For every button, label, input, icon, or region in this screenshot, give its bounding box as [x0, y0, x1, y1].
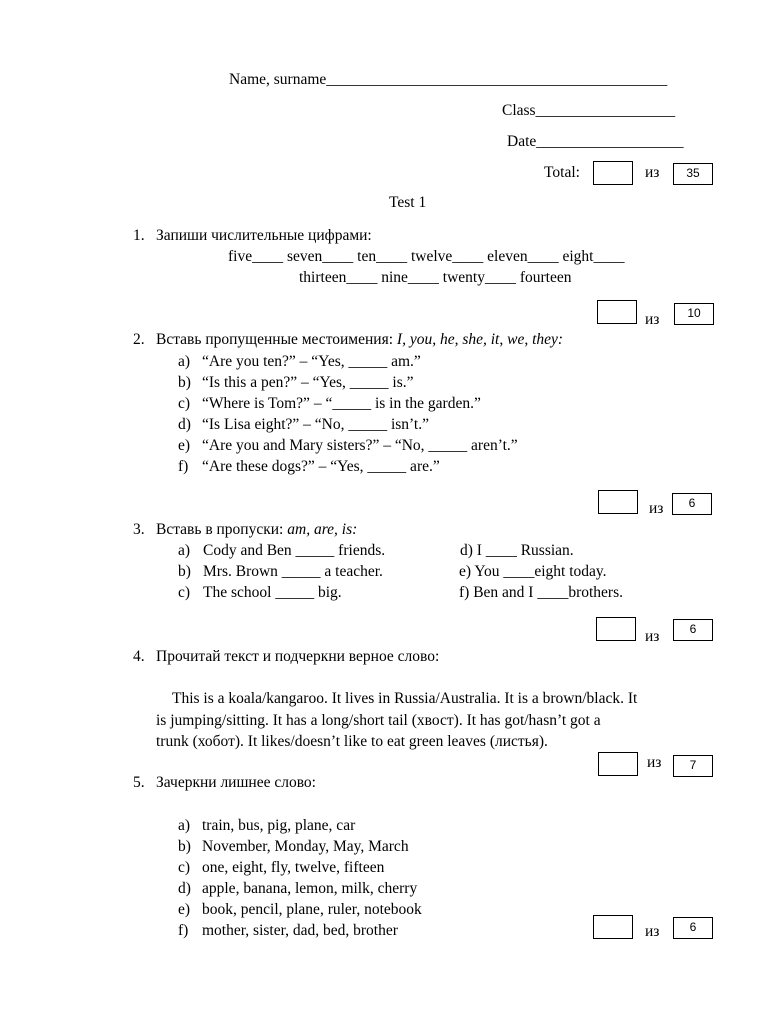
iz-label: из: [649, 500, 664, 517]
q2-item-letter: f): [178, 458, 189, 475]
q5-item-text: apple, banana, lemon, milk, cherry: [202, 880, 418, 897]
q5-item-text: train, bus, pig, plane, car: [202, 817, 356, 834]
q5-item-text: one, eight, fly, twelve, fifteen: [202, 859, 385, 876]
name-surname-line[interactable]: Name, surname____________________________________________: [229, 71, 668, 88]
q5-number: 5.: [133, 774, 145, 791]
q1-max-box: 10: [674, 303, 714, 325]
page-title: Test 1: [389, 194, 427, 211]
q5-item-letter: a): [178, 817, 191, 834]
q2-item-text: “Are these dogs?” – “Yes, _____ are.”: [202, 458, 440, 475]
q1-line-2: thirteen____ nine____ twenty____ fourteen: [299, 269, 572, 286]
iz-label: из: [647, 754, 662, 771]
iz-label: из: [645, 164, 660, 181]
q3-score-input[interactable]: [596, 617, 636, 641]
q2-item-letter: a): [178, 353, 191, 370]
q4-score-input[interactable]: [598, 752, 638, 776]
total-label: Total:: [544, 164, 580, 181]
q5-instruction: Зачеркни лишнее слово:: [156, 774, 316, 791]
q2-item-text: “Are you and Mary sisters?” – “No, _____ aren’t.”: [202, 437, 518, 454]
q3-words: am, are, is:: [287, 521, 358, 538]
q3-item-right: e) You ____eight today.: [459, 563, 607, 580]
q5-item-letter: d): [178, 880, 191, 897]
q5-item-letter: c): [178, 859, 191, 876]
q4-number: 4.: [133, 648, 145, 665]
q5-item-text: November, Monday, May, March: [202, 838, 409, 855]
q3-item-text: Cody and Ben _____ friends.: [203, 542, 386, 559]
q2-item-text: “Are you ten?” – “Yes, _____ am.”: [202, 353, 421, 370]
q3-item-letter: c): [178, 584, 191, 601]
q4-max-box: 7: [673, 755, 713, 777]
q2-pronouns: I, you, he, she, it, we, they:: [396, 331, 564, 348]
q4-text-line-2: is jumping/sitting. It has a long/short tail (хвост). It has got/hasn’t got a: [156, 712, 601, 729]
q1-instruction: Запиши числительные цифрами:: [156, 227, 372, 244]
q3-max-box: 6: [673, 619, 713, 641]
q2-item-letter: d): [178, 416, 191, 433]
q3-item-text: The school _____ big.: [203, 584, 342, 601]
q4-text-line-3: trunk (хобот). It likes/doesn’t like to eat green leaves (листья).: [156, 733, 548, 750]
q5-item-letter: e): [178, 901, 191, 918]
iz-label: из: [645, 311, 660, 328]
q5-item-text: mother, sister, dad, bed, brother: [202, 922, 398, 939]
q2-max-box: 6: [672, 493, 712, 515]
q2-instruction-row: [156, 330, 563, 349]
q2-score-input[interactable]: [598, 490, 638, 514]
iz-label: из: [645, 628, 660, 645]
q3-item-letter: a): [178, 542, 191, 559]
q3-item-letter: b): [178, 563, 191, 580]
q1-number: 1.: [133, 227, 145, 244]
q2-item-letter: c): [178, 395, 191, 412]
class-line[interactable]: Class__________________: [502, 102, 676, 119]
q3-item-right: d) I ____ Russian.: [460, 542, 574, 559]
q3-number: 3.: [133, 521, 145, 538]
q2-item-text: “Is Lisa eight?” – “No, _____ isn’t.”: [202, 416, 429, 433]
q5-max-box: 6: [673, 917, 713, 939]
q5-score-input[interactable]: [593, 915, 633, 939]
total-max-box: 35: [673, 163, 713, 185]
q4-text-line-1: This is a koala/kangaroo. It lives in Russia/Australia. It is a brown/black. It: [172, 690, 638, 707]
q2-item-letter: e): [178, 437, 191, 454]
date-line[interactable]: Date___________________: [507, 133, 684, 150]
q2-number: 2.: [133, 331, 145, 348]
q5-item-letter: b): [178, 838, 191, 855]
q3-instruction: Вставь в пропуски:: [156, 521, 284, 538]
q1-score-input[interactable]: [597, 300, 637, 324]
total-score-input[interactable]: [593, 161, 633, 185]
iz-label: из: [645, 923, 660, 940]
q1-line-1: five____ seven____ ten____ twelve____ eleven____ eight____: [228, 248, 625, 265]
q2-item-text: “Where is Tom?” – “_____ is in the garden.”: [202, 395, 481, 412]
q5-item-text: book, pencil, plane, ruler, notebook: [202, 901, 422, 918]
q5-item-letter: f): [178, 922, 189, 939]
q3-instruction-row: [156, 520, 357, 539]
q4-instruction: Прочитай текст и подчеркни верное слово:: [156, 648, 440, 665]
q3-item-text: Mrs. Brown _____ a teacher.: [203, 563, 383, 580]
q2-instruction: Вставь пропущенные местоимения:: [156, 331, 394, 348]
q2-item-text: “Is this a pen?” – “Yes, _____ is.”: [202, 374, 414, 391]
q2-item-letter: b): [178, 374, 191, 391]
q3-item-right: f) Ben and I ____brothers.: [459, 584, 623, 601]
